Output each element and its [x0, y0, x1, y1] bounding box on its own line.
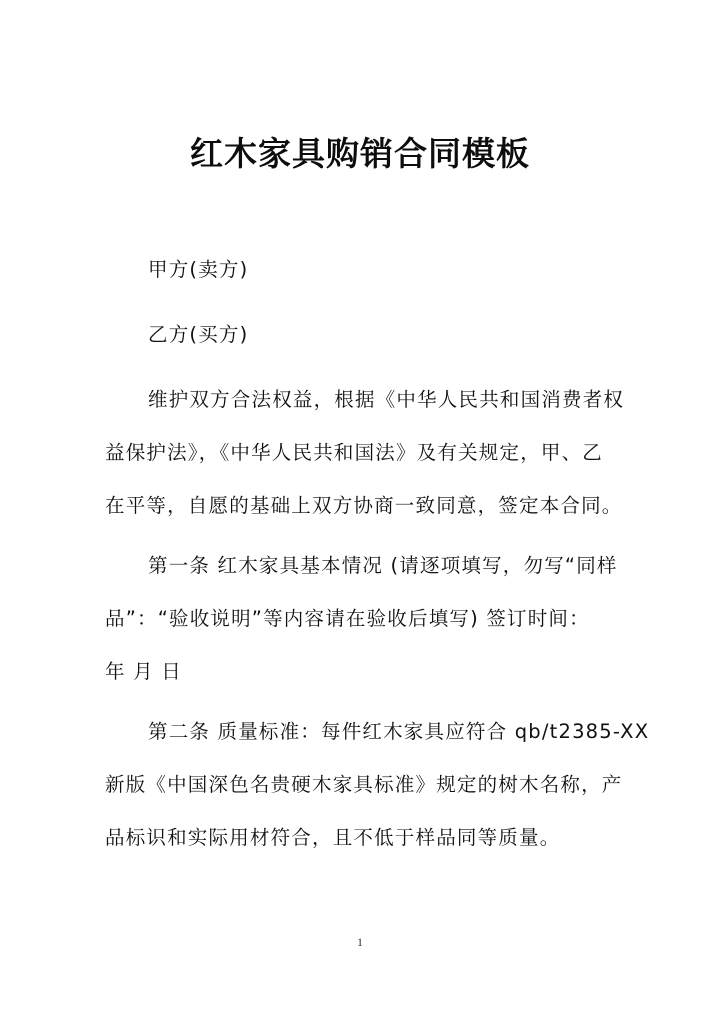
- signing-date-line: 年 月 日: [105, 660, 182, 683]
- preamble-line: 在平等，自愿的基础上双方协商一致同意，签定本合同。: [105, 494, 623, 517]
- article-2-line: 新版《中国深色名贵硬木家具标准》规定的树木名称，产: [105, 773, 623, 796]
- page-number: 1: [357, 935, 363, 949]
- preamble-line: 维护双方合法权益，根据《中华人民共和国消费者权: [148, 388, 625, 411]
- party-b-label: 乙方(买方): [148, 323, 249, 346]
- article-1-line: 第一条 红木家具基本情况 (请逐项填写，勿写“同样: [148, 554, 618, 577]
- party-a-label: 甲方(卖方): [148, 258, 249, 281]
- preamble-line: 益保护法》，《中华人民共和国法》及有关规定，甲、乙: [105, 441, 604, 464]
- article-1-line: 品”：“验收说明”等内容请在验收后填写) 签订时间：: [105, 607, 590, 630]
- article-2-line: 第二条 质量标准：每件红木家具应符合 qb/t2385-XX: [148, 720, 650, 743]
- document-title: 红木家具购销合同模板: [190, 134, 530, 173]
- article-2-line: 品标识和实际用材符合，且不低于样品同等质量。: [105, 826, 561, 849]
